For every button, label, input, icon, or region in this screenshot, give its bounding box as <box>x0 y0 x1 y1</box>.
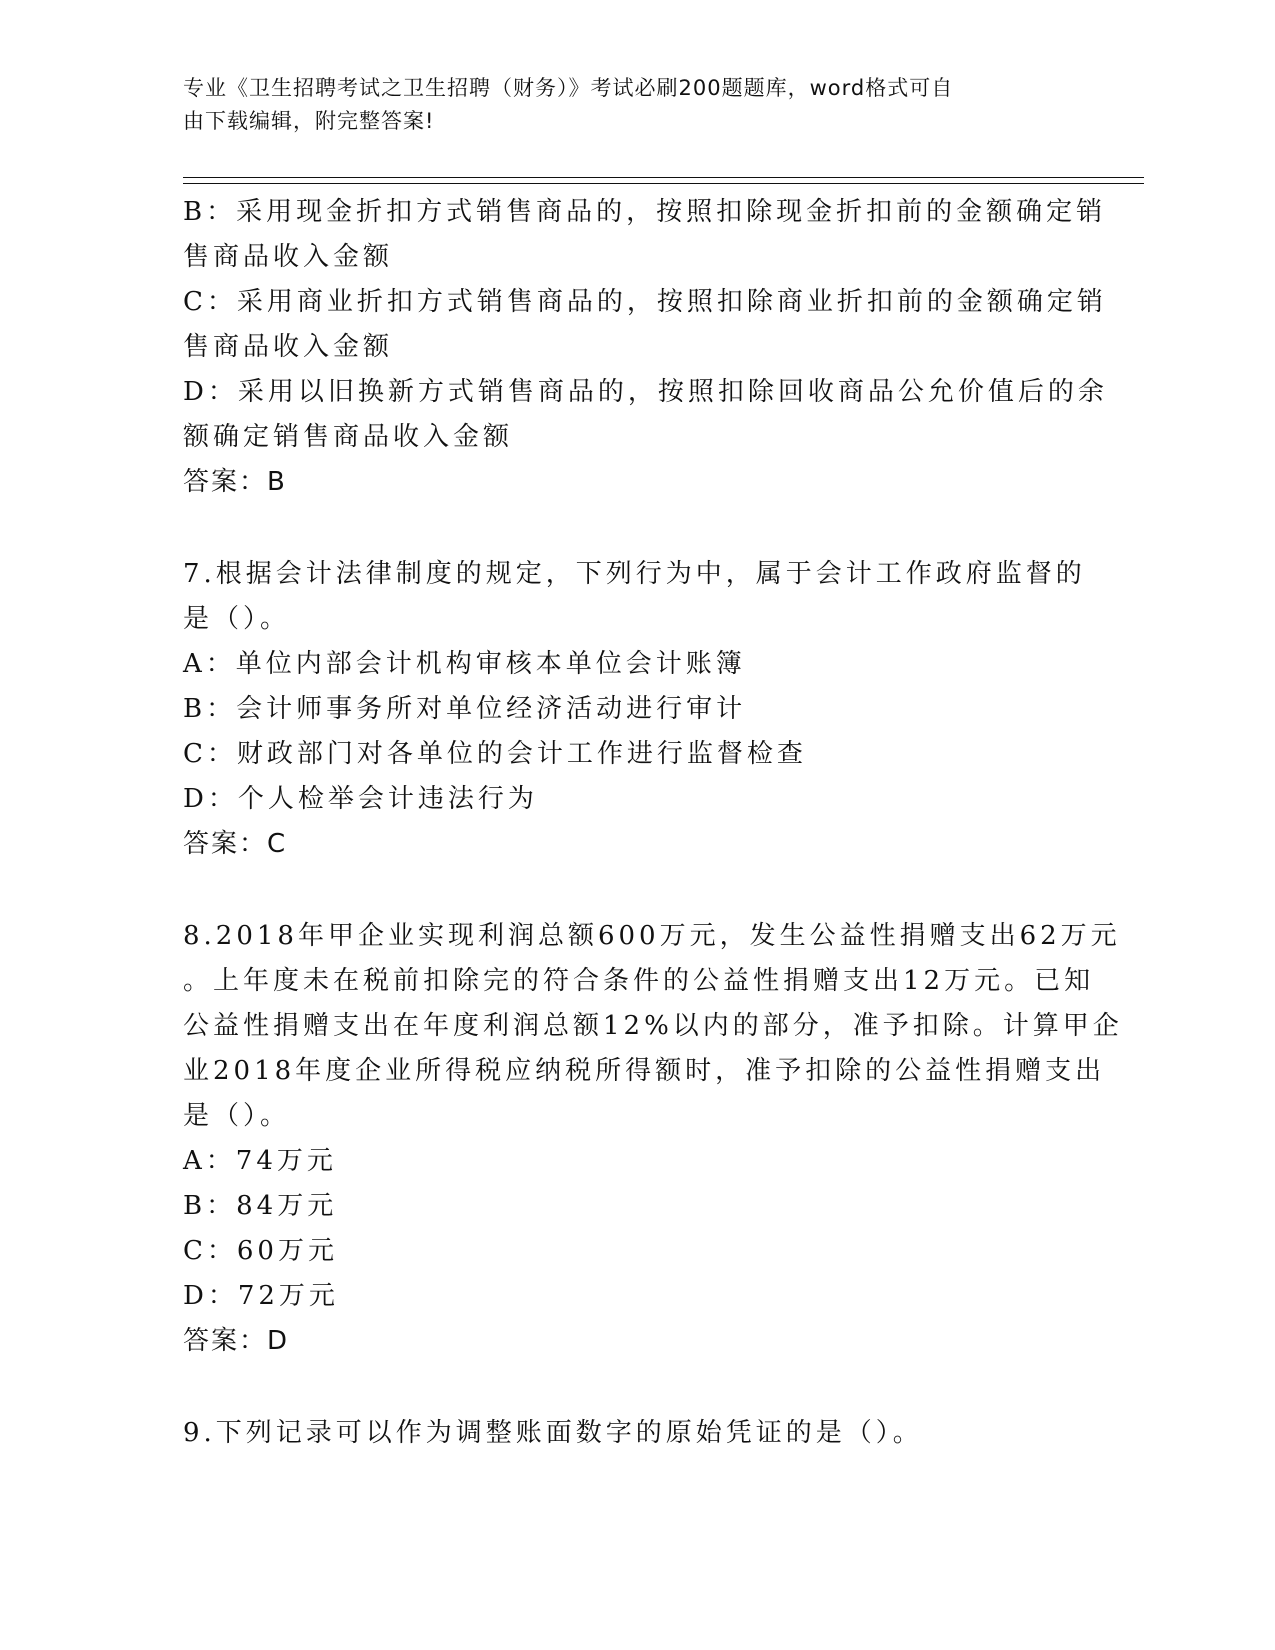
q7-option-b: B：会计师事务所对单位经济活动进行审计 <box>183 694 747 724</box>
q6-option-b-line1: B：采用现金折扣方式销售商品的，按照扣除现金折扣前的金额确定销 <box>183 197 1107 227</box>
q6-option-c-line2: 售商品收入金额 <box>183 332 394 362</box>
question-6-continued <box>183 190 1108 505</box>
question-7 <box>183 552 1086 867</box>
q8-stem-line3: 公益性捐赠支出在年度利润总额12%以内的部分，准予扣除。计算甲企 <box>183 1011 1123 1041</box>
q7-answer: 答案：C <box>183 829 288 859</box>
spacer <box>183 1364 1083 1411</box>
q8-stem-line1: 8.2018年甲企业实现利润总额600万元，发生公益性捐赠支出62万元 <box>183 921 1121 951</box>
q8-option-c: C：60万元 <box>183 1236 338 1266</box>
document-header <box>183 72 1063 138</box>
header-title-line2: 由下载编辑，附完整答案! <box>183 109 435 133</box>
q7-stem-line2: 是（）。 <box>183 604 291 634</box>
header-divider-bottom <box>183 183 1144 184</box>
q6-option-d-line1: D：采用以旧换新方式销售商品的，按照扣除回收商品公允价值后的余 <box>183 377 1108 407</box>
q8-stem-line2: 。上年度未在税前扣除完的符合条件的公益性捐赠支出12万元。已知 <box>183 966 1095 996</box>
header-title-line1: 专业《卫生招聘考试之卫生招聘（财务）》考试必刷200题题库，word格式可自 <box>183 76 954 100</box>
q6-option-b-line2: 售商品收入金额 <box>183 242 394 272</box>
q7-option-d: D：个人检举会计违法行为 <box>183 784 538 814</box>
q6-option-c-line1: C：采用商业折扣方式销售商品的，按照扣除商业折扣前的金额确定销 <box>183 287 1107 317</box>
q6-answer: 答案：B <box>183 467 287 497</box>
question-9 <box>183 1411 1083 1456</box>
document-body <box>183 190 1123 1456</box>
q8-stem-line4: 业2018年度企业所得税应纳税所得额时，准予扣除的公益性捐赠支出 <box>183 1056 1106 1086</box>
q8-option-a: A：74万元 <box>183 1146 337 1176</box>
header-divider-top <box>183 177 1144 178</box>
q8-stem-line5: 是（）。 <box>183 1101 291 1131</box>
q7-stem-line1: 7.根据会计法律制度的规定，下列行为中，属于会计工作政府监督的 <box>183 559 1086 589</box>
q8-option-b: B：84万元 <box>183 1191 338 1221</box>
q7-option-a: A：单位内部会计机构审核本单位会计账簿 <box>183 649 746 679</box>
spacer <box>183 505 1083 552</box>
q6-option-d-line2: 额确定销售商品收入金额 <box>183 422 514 452</box>
q9-stem-line1: 9.下列记录可以作为调整账面数字的原始凭证的是（）。 <box>183 1418 923 1448</box>
q8-answer: 答案：D <box>183 1326 290 1356</box>
q8-option-d: D：72万元 <box>183 1281 339 1311</box>
spacer <box>183 867 1083 914</box>
question-8 <box>183 914 1123 1364</box>
q7-option-c: C：财政部门对各单位的会计工作进行监督检查 <box>183 739 807 769</box>
